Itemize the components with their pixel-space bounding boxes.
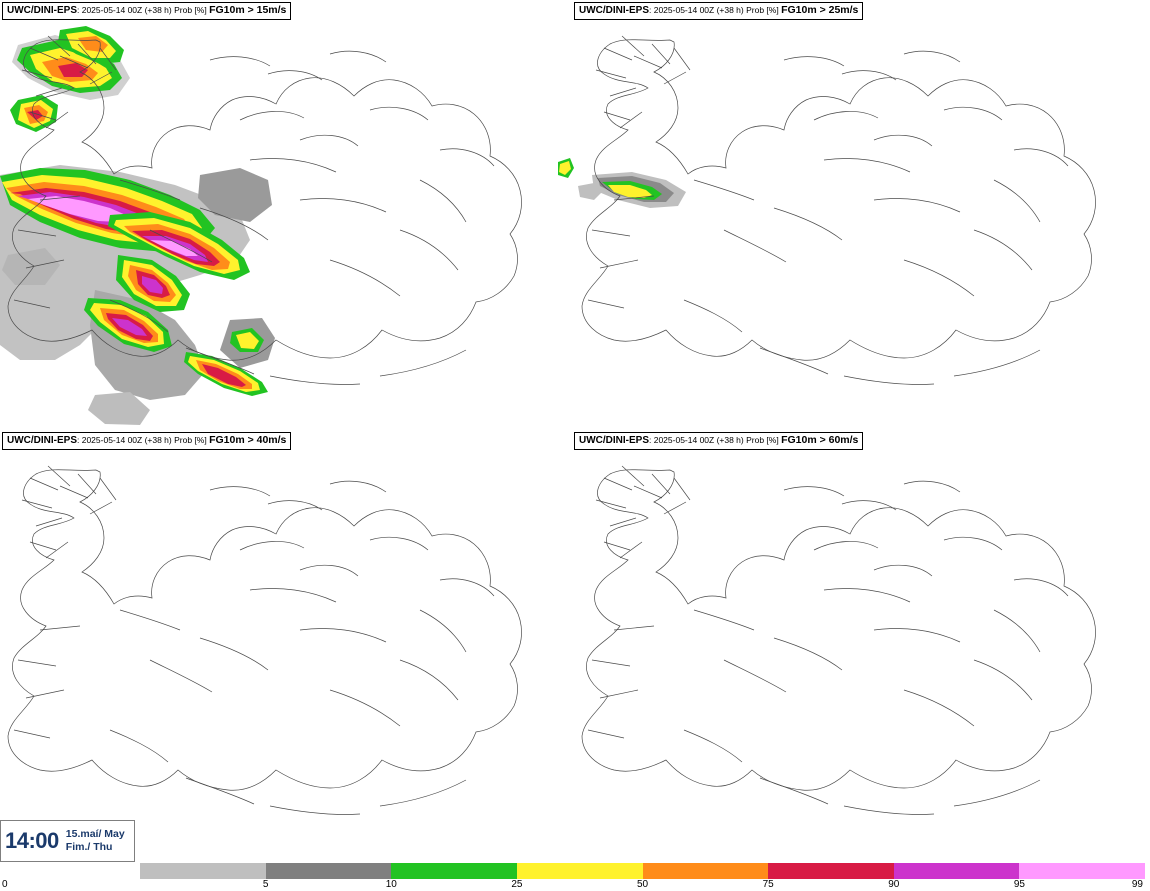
iceland-coastline-3: [8, 466, 522, 815]
legend-swatch: [517, 863, 643, 879]
panel-model-1: UWC/DINI-EPS: [7, 5, 77, 16]
map-panel-3[interactable]: [0, 430, 574, 860]
panel-variable-4: FG10m > 60m/s: [781, 434, 859, 446]
iceland-map-4: [574, 430, 1150, 860]
panel-title-2: [574, 2, 863, 20]
legend-swatch: [266, 863, 392, 879]
valid-time: 14:00: [5, 828, 59, 853]
valid-date: 15.maí/ May: [65, 828, 125, 840]
legend-swatch: [643, 863, 769, 879]
panel-title-3: [2, 432, 291, 450]
legend-tick: 5: [262, 879, 269, 890]
map-panel-4[interactable]: [574, 430, 1150, 860]
panel-model-3: UWC/DINI-EPS: [7, 435, 77, 446]
legend-swatch: [894, 863, 1020, 879]
iceland-map-1: [0, 0, 574, 430]
probability-shading-2: [578, 172, 686, 208]
legend-swatch: [391, 863, 517, 879]
valid-time-box: [0, 820, 135, 862]
iceland-coastline-2: [582, 36, 1096, 385]
panel-title-4: [574, 432, 863, 450]
iceland-map-2: [574, 0, 1150, 430]
legend-tick: 50: [636, 879, 649, 890]
legend-tick: 99: [1131, 879, 1143, 890]
legend-swatch: [140, 863, 266, 879]
legend-tick: 95: [1013, 879, 1025, 890]
legend-swatch: [1019, 863, 1145, 879]
panel-model-4: UWC/DINI-EPS: [579, 435, 649, 446]
panel-run-3: : 2025-05-14 00Z (+38 h) Prob [%]: [77, 435, 210, 445]
panel-run-2: : 2025-05-14 00Z (+38 h) Prob [%]: [649, 5, 782, 15]
legend-swatch: [768, 863, 894, 879]
valid-weekday: Fim./ Thu: [65, 841, 113, 853]
panel-title-1: [2, 2, 291, 20]
probability-legend: [140, 863, 1145, 879]
iceland-map-3: [0, 430, 574, 860]
legend-tick: 0: [2, 879, 8, 890]
bottom-bar: [0, 820, 1150, 891]
panel-variable-2: FG10m > 25m/s: [781, 4, 859, 16]
map-panel-2[interactable]: [574, 0, 1150, 430]
map-panel-1[interactable]: [0, 0, 574, 430]
probability-shading-1: [0, 26, 574, 425]
panel-run-1: : 2025-05-14 00Z (+38 h) Prob [%]: [77, 5, 210, 15]
iceland-coastline-4: [582, 466, 1096, 815]
panel-variable-3: FG10m > 40m/s: [209, 434, 287, 446]
legend-tick: 25: [511, 879, 523, 890]
legend-tick: 75: [762, 879, 774, 890]
legend-tick: 10: [385, 879, 397, 890]
panel-variable-1: FG10m > 15m/s: [209, 4, 287, 16]
legend-tick: 90: [888, 879, 900, 890]
panel-run-4: : 2025-05-14 00Z (+38 h) Prob [%]: [649, 435, 782, 445]
panel-model-2: UWC/DINI-EPS: [579, 5, 649, 16]
legend-tick-labels: [0, 879, 1150, 891]
